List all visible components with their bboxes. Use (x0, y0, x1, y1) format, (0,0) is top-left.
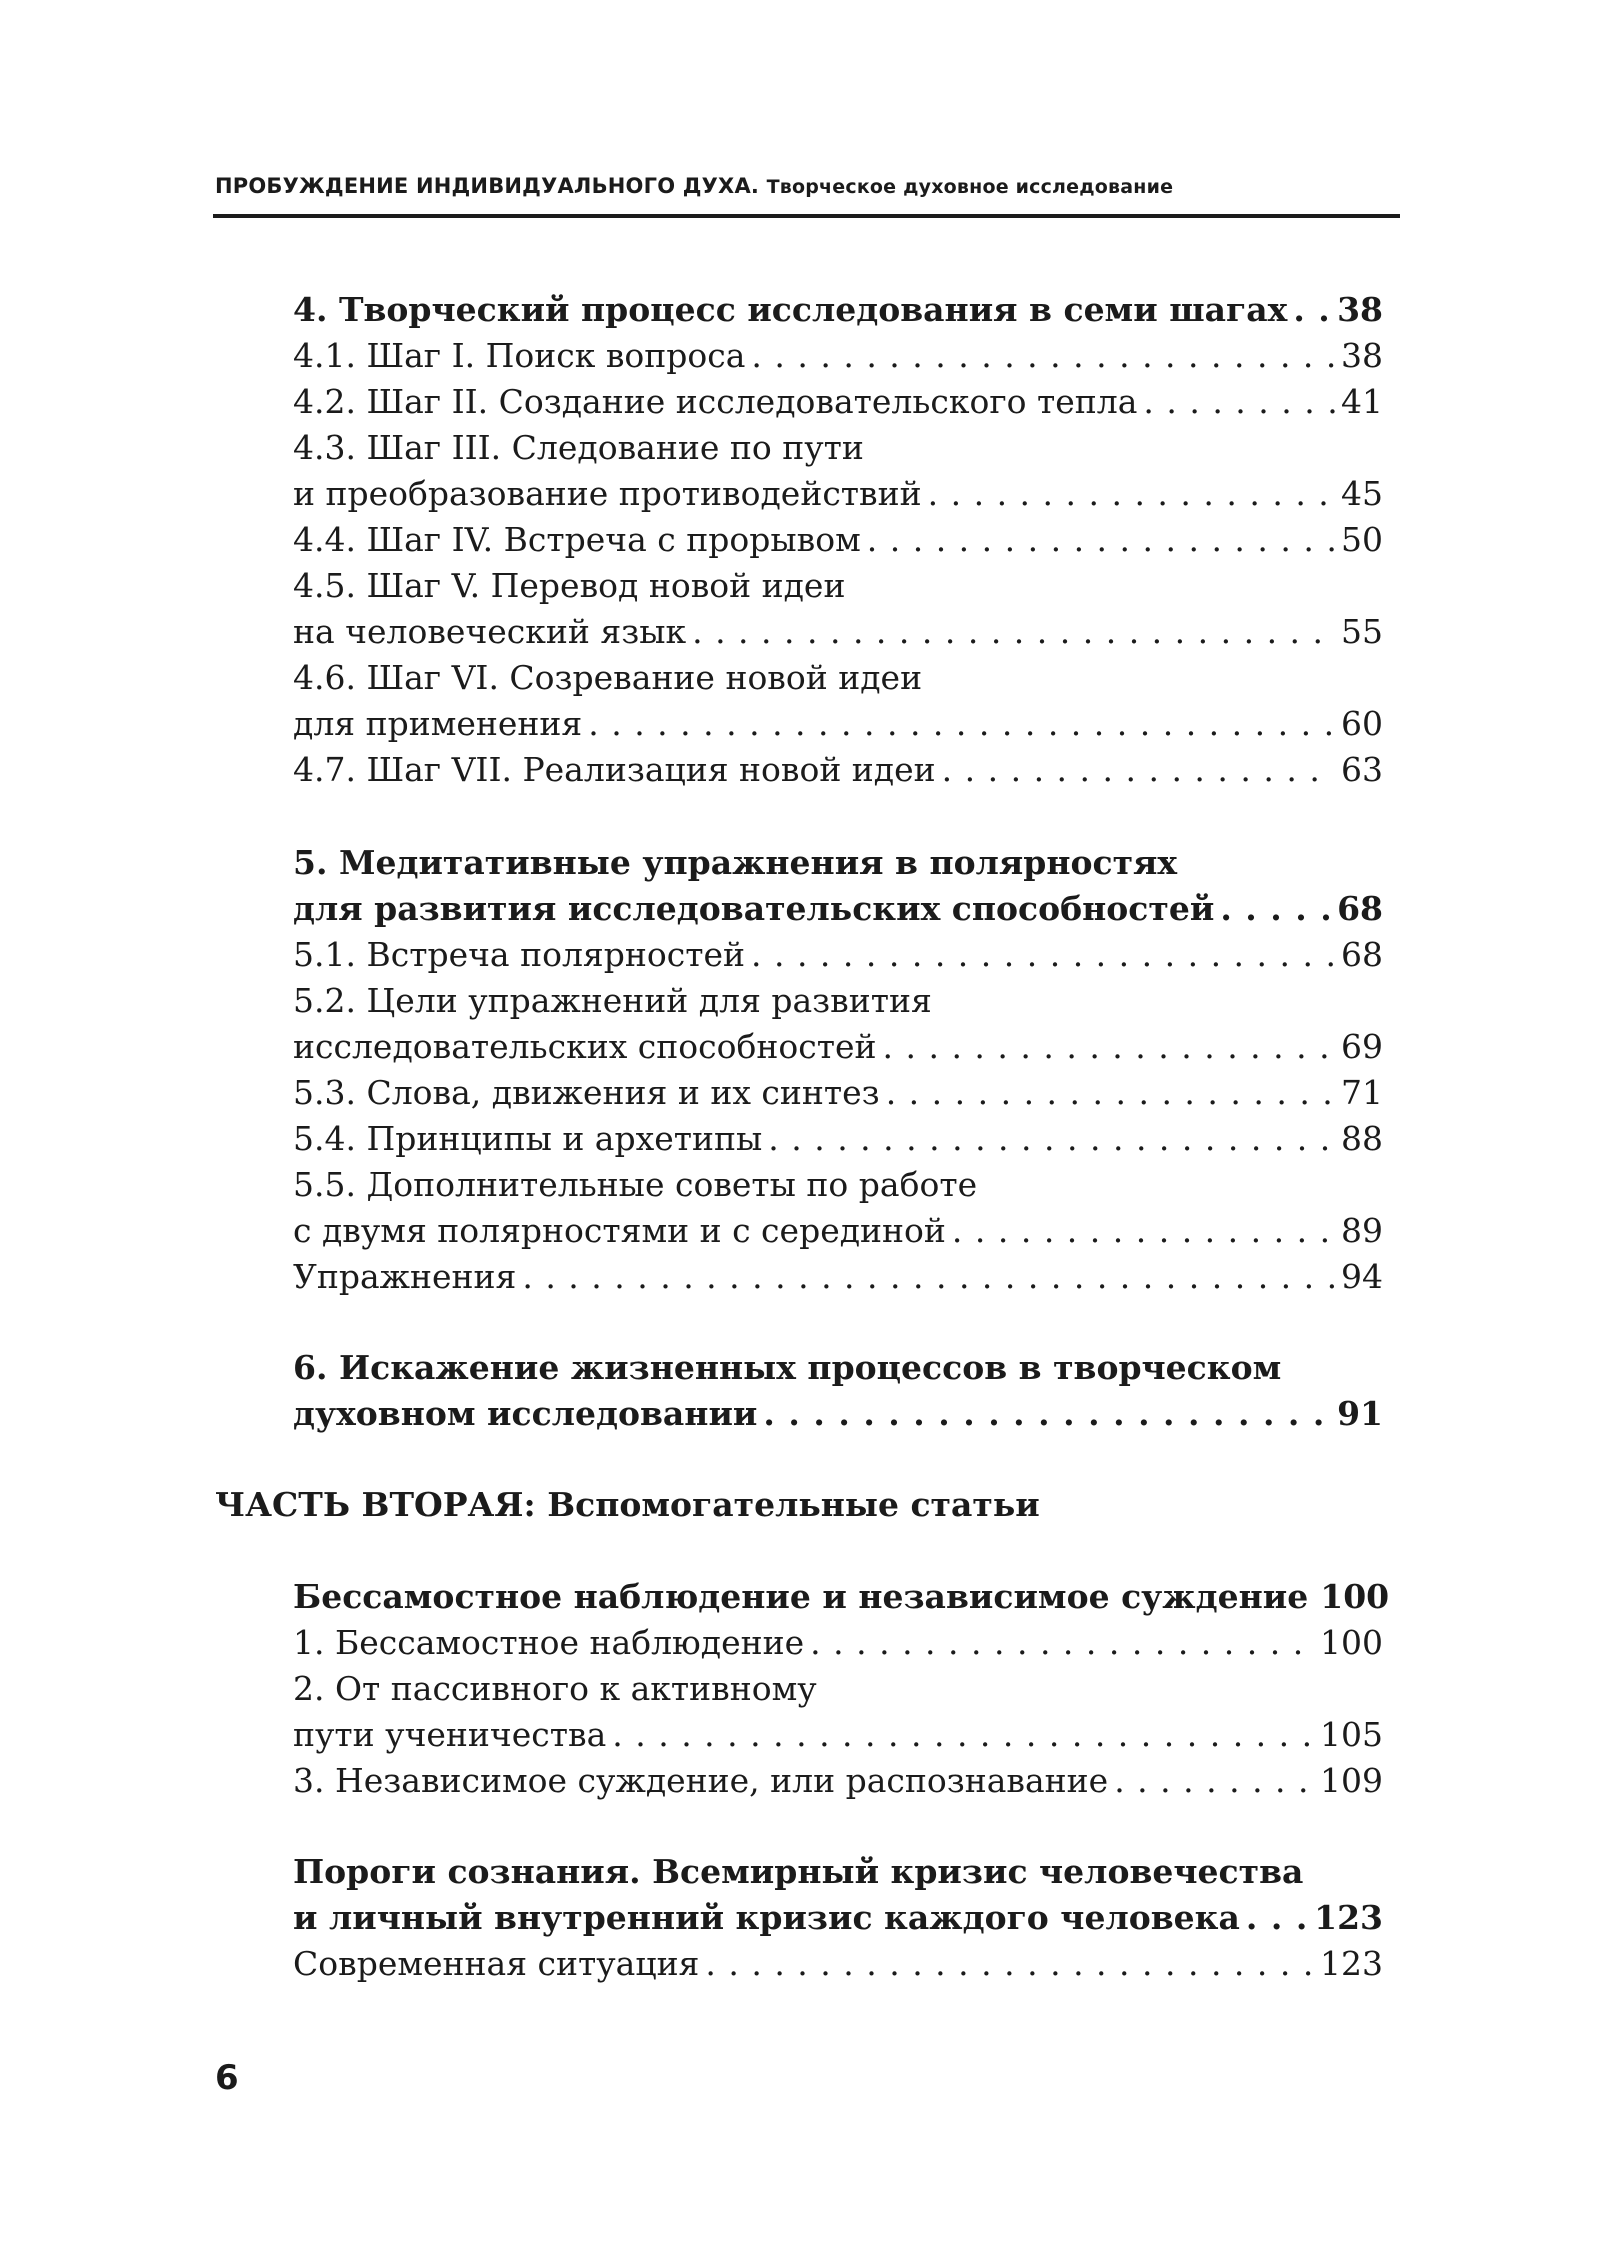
toc-entry-page: 60 (1341, 704, 1383, 743)
toc-entry[interactable] (293, 1116, 1383, 1162)
part-heading[interactable]: ЧАСТЬ ВТОРАЯ: Вспомогательные статьи (215, 1485, 1040, 1524)
toc-entry-title: Современная ситуация (293, 1944, 700, 1983)
toc-entry-title: духовном исследовании (293, 1394, 758, 1433)
toc-entry-title: и личный внутренний кризис каждого человека (293, 1898, 1240, 1937)
toc-entry-line[interactable]: 4.3. Шаг III. Следование по пути (293, 428, 864, 467)
running-head-title: ПРОБУЖДЕНИЕ ИНДИВИДУАЛЬНОГО ДУХА. (215, 174, 760, 198)
toc-entry[interactable] (293, 1895, 1383, 1941)
running-head-subtitle: Творческое духовное исследование (766, 176, 1174, 198)
toc-leader-dots (1246, 1895, 1308, 1941)
toc-leader-dots (751, 932, 1335, 978)
toc-entry-title: 5.1. Встреча полярностей (293, 935, 745, 974)
toc-entry[interactable] (293, 1024, 1383, 1070)
toc-entry[interactable] (293, 333, 1383, 379)
toc-entry[interactable] (293, 1620, 1383, 1666)
toc-entry[interactable] (293, 932, 1383, 978)
toc-entry-page: 69 (1341, 1027, 1383, 1066)
toc-entry-page: 45 (1341, 474, 1383, 513)
toc-entry-page: 68 (1337, 889, 1383, 928)
toc-entry[interactable] (293, 1941, 1383, 1987)
toc-entry-page: 63 (1341, 750, 1383, 789)
toc-leader-dots (883, 1024, 1336, 1070)
toc-leader-dots (612, 1712, 1314, 1758)
toc-entry-title: 4. Творческий процесс исследования в семи шагах (293, 290, 1288, 329)
toc-leader-dots (522, 1254, 1335, 1300)
toc-entry-line[interactable]: 5.2. Цели упражнений для развития (293, 981, 932, 1020)
toc-entry-page: 38 (1341, 336, 1383, 375)
toc-section-heading[interactable]: Пороги сознания. Всемирный кризис человечества (293, 1852, 1304, 1891)
toc-entry-page: 100 (1320, 1623, 1383, 1662)
toc-entry-title: и преобразование противодействий (293, 474, 922, 513)
toc-entry-line[interactable]: 4.6. Шаг VI. Созревание новой идеи (293, 658, 923, 697)
toc-entry[interactable] (293, 609, 1383, 655)
toc-entry[interactable] (293, 1712, 1383, 1758)
toc-entry-page: 109 (1320, 1761, 1383, 1800)
toc-entry-title: на человеческий язык (293, 612, 687, 651)
toc-entry[interactable] (293, 287, 1383, 333)
toc-entry[interactable] (293, 1208, 1383, 1254)
toc-entry-title: 4.2. Шаг II. Создание исследовательского тепла (293, 382, 1138, 421)
toc-entry-title: 4.7. Шаг VII. Реализация новой идеи (293, 750, 936, 789)
toc-entry[interactable] (293, 886, 1383, 932)
toc-entry-page: 50 (1341, 520, 1383, 559)
toc-leader-dots (763, 1391, 1331, 1437)
toc-leader-dots (692, 609, 1335, 655)
toc-entry[interactable] (293, 379, 1383, 425)
toc-entry[interactable] (293, 1574, 1390, 1620)
toc-leader-dots (867, 517, 1335, 563)
toc-entry-title: пути ученичества (293, 1715, 607, 1754)
toc-entry-page: 55 (1341, 612, 1383, 651)
toc-entry-page: 89 (1341, 1211, 1383, 1250)
toc-leader-dots (705, 1941, 1314, 1987)
toc-leader-dots (588, 701, 1335, 747)
toc-leader-dots (1143, 379, 1335, 425)
toc-leader-dots (810, 1620, 1314, 1666)
toc-entry-title: с двумя полярностями и с серединой (293, 1211, 946, 1250)
toc-entry-title: 5.3. Слова, движения и их синтез (293, 1073, 880, 1112)
toc-entry-line[interactable]: 4.5. Шаг V. Перевод новой идеи (293, 566, 846, 605)
toc-entry-page: 38 (1337, 290, 1383, 329)
page-number: 6 (215, 2058, 239, 2098)
header-rule (213, 214, 1400, 218)
toc-entry-title: 3. Независимое суждение, или распознавание (293, 1761, 1109, 1800)
toc-leader-dots (886, 1070, 1335, 1116)
toc-entry-title: для применения (293, 704, 583, 743)
toc-entry-title: 5.4. Принципы и архетипы (293, 1119, 763, 1158)
toc-entry-page: 71 (1341, 1073, 1383, 1112)
toc-leader-dots (952, 1208, 1335, 1254)
toc-entry[interactable] (293, 701, 1383, 747)
toc-leader-dots (768, 1116, 1335, 1162)
toc-entry-title: 1. Бессамостное наблюдение (293, 1623, 805, 1662)
toc-entry[interactable] (293, 471, 1383, 517)
toc-entry-line[interactable]: 5.5. Дополнительные советы по работе (293, 1165, 978, 1204)
toc-leader-dots (928, 471, 1335, 517)
running-head (215, 174, 1173, 198)
toc-entry-title: 4.1. Шаг I. Поиск вопроса (293, 336, 746, 375)
toc-leader-dots (1114, 1758, 1314, 1804)
toc-entry-page: 123 (1314, 1898, 1383, 1937)
toc-entry-page: 88 (1341, 1119, 1383, 1158)
toc-entry-page: 91 (1337, 1394, 1383, 1433)
toc-entry-title: исследовательских способностей (293, 1027, 877, 1066)
toc-entry[interactable] (293, 1070, 1383, 1116)
toc-entry-title: Бессамостное наблюдение и независимое суждение (293, 1577, 1309, 1616)
toc-entry-page: 68 (1341, 935, 1383, 974)
toc-entry[interactable] (293, 1758, 1383, 1804)
toc-entry-title: Упражнения (293, 1257, 517, 1296)
toc-entry-page: 94 (1341, 1257, 1383, 1296)
toc-section-heading[interactable]: 5. Медитативные упражнения в полярностях (293, 843, 1178, 882)
toc-section-heading[interactable]: 6. Искажение жизненных процессов в творческом (293, 1348, 1282, 1387)
toc-entry-page: 100 (1320, 1577, 1390, 1616)
toc-entry-title: 4.4. Шаг IV. Встреча с прорывом (293, 520, 861, 559)
toc-leader-dots (751, 333, 1335, 379)
toc-entry-line[interactable]: 2. От пассивного к активному (293, 1669, 817, 1708)
toc-entry[interactable] (293, 747, 1383, 793)
toc-entry-page: 123 (1320, 1944, 1383, 1983)
toc-leader-dots (942, 747, 1335, 793)
toc-entry[interactable] (293, 1254, 1383, 1300)
toc-entry-page: 105 (1320, 1715, 1383, 1754)
toc-leader-dots (1293, 287, 1331, 333)
toc-leader-dots (1220, 886, 1331, 932)
toc-entry[interactable] (293, 1391, 1383, 1437)
toc-entry-title: для развития исследовательских способностей (293, 889, 1215, 928)
toc-entry[interactable] (293, 517, 1383, 563)
toc-entry-page: 41 (1341, 382, 1383, 421)
